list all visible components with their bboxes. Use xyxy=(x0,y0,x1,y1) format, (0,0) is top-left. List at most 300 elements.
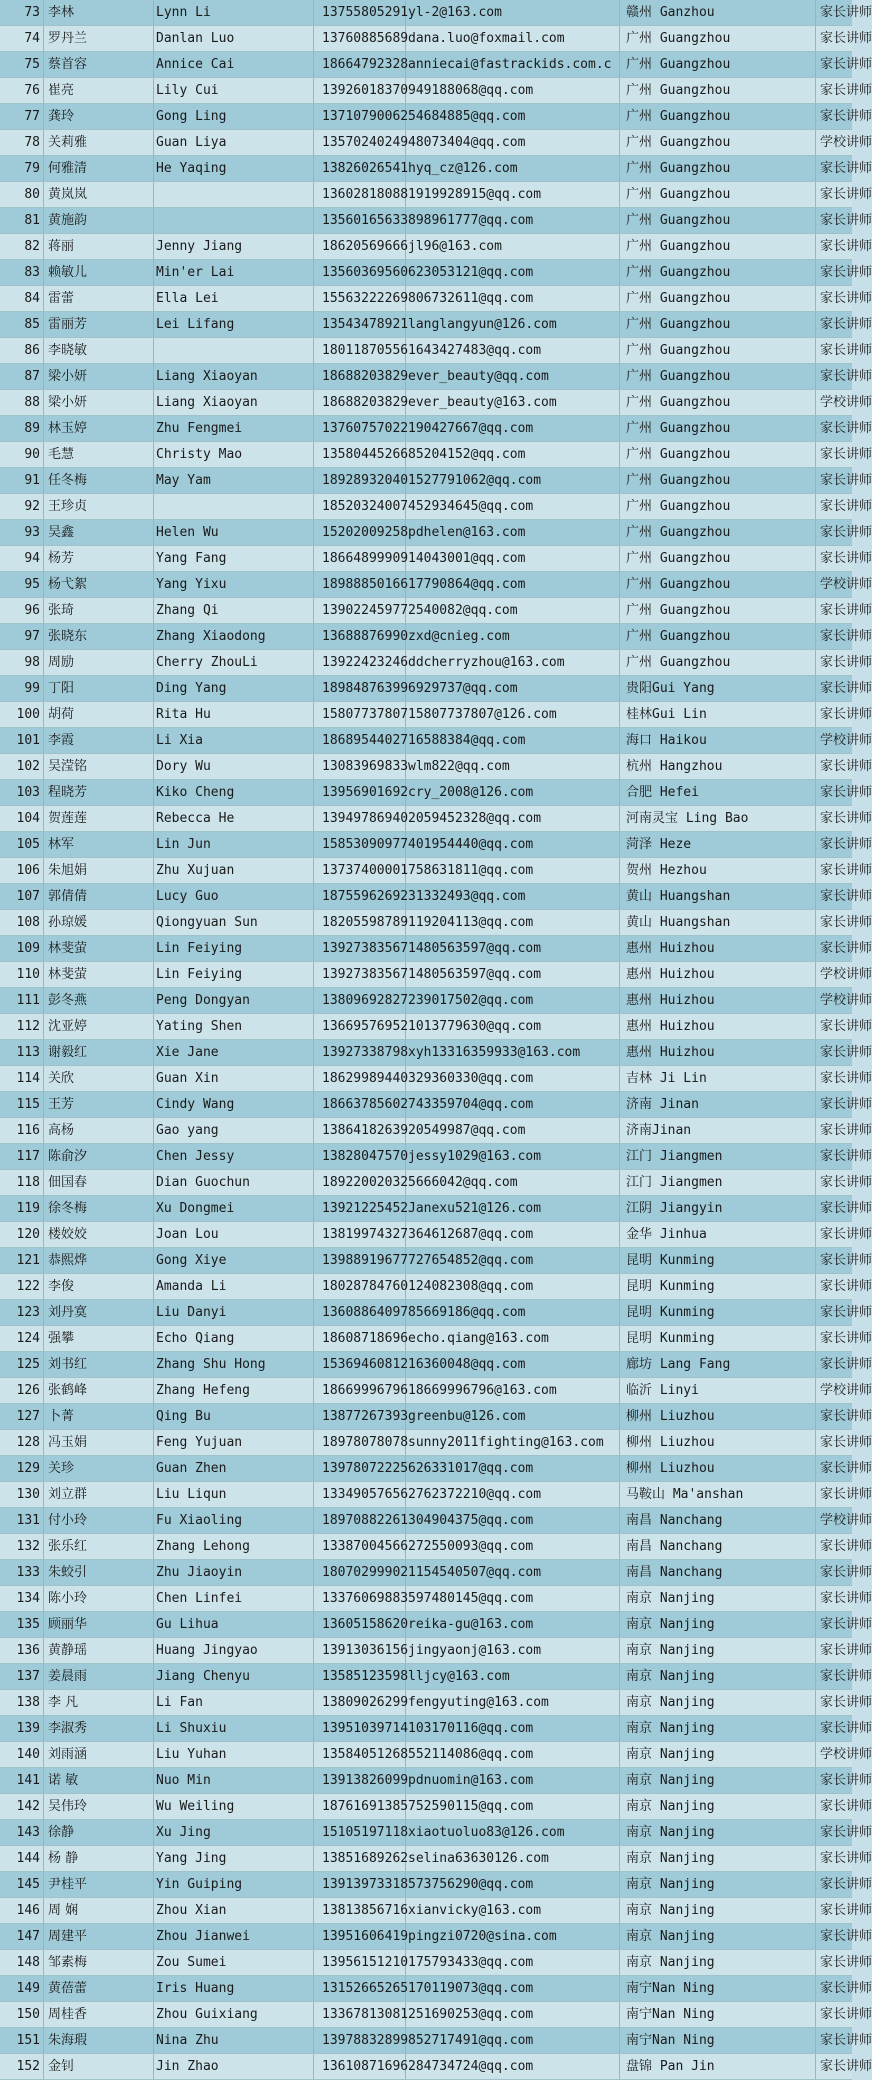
email-cell: 119204113@qq.com xyxy=(406,910,620,935)
role-cell: 家长讲师 xyxy=(820,1565,872,1580)
phone-number-cell: 13688876990 xyxy=(314,624,406,649)
row-number-cell: 137 xyxy=(0,1664,44,1689)
table-row xyxy=(0,260,872,286)
row-number-cell: 79 xyxy=(0,156,44,181)
table-row xyxy=(0,1144,872,1170)
phone-number-cell: 18664899909 xyxy=(314,546,406,571)
email-cell: xyh13316359933@163.com xyxy=(406,1040,620,1065)
row-number-cell: 136 xyxy=(0,1638,44,1663)
email-cell: echo.qiang@163.com xyxy=(406,1326,620,1351)
table-row xyxy=(0,104,872,130)
table-row xyxy=(0,1690,872,1716)
english-name-cell: Rebecca He xyxy=(154,806,314,831)
table-row xyxy=(0,1586,872,1612)
email-cell: xiaotuoluo83@126.com xyxy=(406,1820,620,1845)
row-number-cell: 83 xyxy=(0,260,44,285)
email-cell: 16360048@qq.com xyxy=(406,1352,620,1377)
english-name-cell: Xu Jing xyxy=(154,1820,314,1845)
email-cell: 1527791062@qq.com xyxy=(406,468,620,493)
chinese-name-cell: 金钊 xyxy=(44,2054,154,2079)
email-cell: 85204152@qq.com xyxy=(406,442,620,467)
city-cell: 廊坊 Lang Fang xyxy=(620,1352,816,1377)
row-number-cell: 93 xyxy=(0,520,44,545)
english-name-cell: Gu Lihua xyxy=(154,1612,314,1637)
english-name-cell: Jiang Chenyu xyxy=(154,1664,314,1689)
table-row xyxy=(0,1924,872,1950)
table-row xyxy=(0,0,872,26)
chinese-name-cell: 梁小妍 xyxy=(44,364,154,389)
role-cell: 家长讲师 xyxy=(820,473,872,488)
email-cell: 626331017@qq.com xyxy=(406,1456,620,1481)
email-cell: ever_beauty@163.com xyxy=(406,390,620,415)
chinese-name-cell: 徐静 xyxy=(44,1820,154,1845)
row-number-cell: 97 xyxy=(0,624,44,649)
role-cell: 家长讲师 xyxy=(820,1331,872,1346)
chinese-name-cell: 杨芳 xyxy=(44,546,154,571)
city-cell: 南京 Nanjing xyxy=(620,1664,816,1689)
email-cell: ddcherryzhou@163.com xyxy=(406,650,620,675)
row-number-cell: 115 xyxy=(0,1092,44,1117)
english-name-cell: Liang Xiaoyan xyxy=(154,390,314,415)
english-name-cell: Zhang Hefeng xyxy=(154,1378,314,1403)
table-row xyxy=(0,208,872,234)
table-row xyxy=(0,858,872,884)
english-name-cell: Cindy Wang xyxy=(154,1092,314,1117)
role-cell: 家长讲师 xyxy=(820,1955,872,1970)
table-row xyxy=(0,2054,872,2080)
city-cell: 广州 Guangzhou xyxy=(620,442,816,467)
phone-number-cell: 13560165633 xyxy=(314,208,406,233)
english-name-cell: Liu Liqun xyxy=(154,1482,314,1507)
phone-number-cell: 13922423246 xyxy=(314,650,406,675)
email-cell: 2059452328@qq.com xyxy=(406,806,620,831)
row-number-cell: 134 xyxy=(0,1586,44,1611)
role-cell: 家长讲师 xyxy=(820,1279,872,1294)
row-number-cell: 149 xyxy=(0,1976,44,2001)
row-number-cell: 139 xyxy=(0,1716,44,1741)
phone-number-cell: 13927383567 xyxy=(314,936,406,961)
city-cell: 南昌 Nanchang xyxy=(620,1560,816,1585)
role-cell: 家长讲师 xyxy=(820,421,872,436)
email-cell: 1919928915@qq.com xyxy=(406,182,620,207)
row-number-cell: 116 xyxy=(0,1118,44,1143)
english-name-cell: Huang Jingyao xyxy=(154,1638,314,1663)
role-cell: 家长讲师 xyxy=(820,2033,872,2048)
chinese-name-cell: 强攀 xyxy=(44,1326,154,1351)
chinese-name-cell: 顾丽华 xyxy=(44,1612,154,1637)
chinese-name-cell: 陈俞汐 xyxy=(44,1144,154,1169)
english-name-cell: Zhu Fengmei xyxy=(154,416,314,441)
table-row xyxy=(0,1872,872,1898)
city-cell: 江阴 Jiangyin xyxy=(620,1196,816,1221)
table-row xyxy=(0,624,872,650)
role-cell: 家长讲师 xyxy=(820,1019,872,1034)
phone-number-cell: 13608864097 xyxy=(314,1300,406,1325)
city-cell: 广州 Guangzhou xyxy=(620,208,816,233)
phone-number-cell: 13921225452 xyxy=(314,1196,406,1221)
email-cell: 304904375@qq.com xyxy=(406,1508,620,1533)
city-cell: 吉林 Ji Lin xyxy=(620,1066,816,1091)
role-cell: 家长讲师 xyxy=(820,187,872,202)
english-name-cell: Lin Feiying xyxy=(154,936,314,961)
chinese-name-cell: 黄静瑶 xyxy=(44,1638,154,1663)
table-row xyxy=(0,1248,872,1274)
row-number-cell: 108 xyxy=(0,910,44,935)
english-name-cell xyxy=(154,208,314,233)
role-cell: 家长讲师 xyxy=(820,1461,872,1476)
chinese-name-cell: 任冬梅 xyxy=(44,468,154,493)
chinese-name-cell: 杨 静 xyxy=(44,1846,154,1871)
english-name-cell: Qing Bu xyxy=(154,1404,314,1429)
email-cell: 5666042@qq.com xyxy=(406,1170,620,1195)
english-name-cell: Chen Linfei xyxy=(154,1586,314,1611)
row-number-cell: 135 xyxy=(0,1612,44,1637)
english-name-cell: Annice Cai xyxy=(154,52,314,77)
chinese-name-cell: 楼姣姣 xyxy=(44,1222,154,1247)
city-cell: 广州 Guangzhou xyxy=(620,338,816,363)
chinese-name-cell: 冯玉娟 xyxy=(44,1430,154,1455)
table-row xyxy=(0,962,872,988)
chinese-name-cell: 刘立群 xyxy=(44,1482,154,1507)
table-row xyxy=(0,390,872,416)
email-cell: selina63630126.com xyxy=(406,1846,620,1871)
english-name-cell: Peng Dongyan xyxy=(154,988,314,1013)
role-cell: 家长讲师 xyxy=(820,1357,872,1372)
row-number-cell: 152 xyxy=(0,2054,44,2079)
chinese-name-cell: 关莉雅 xyxy=(44,130,154,155)
role-cell: 家长讲师 xyxy=(820,1669,872,1684)
role-cell: 家长讲师 xyxy=(820,889,872,904)
phone-number-cell: 13913036156 xyxy=(314,1638,406,1663)
email-cell: pingzi0720@sina.com xyxy=(406,1924,620,1949)
phone-number-cell: 18689544027 xyxy=(314,728,406,753)
role-cell: 家长讲师 xyxy=(820,1721,872,1736)
email-cell: 18669996796@163.com xyxy=(406,1378,620,1403)
email-cell: reika-gu@163.com xyxy=(406,1612,620,1637)
email-cell: sunny2011fighting@163.com xyxy=(406,1430,620,1455)
role-cell: 家长讲师 xyxy=(820,629,872,644)
english-name-cell: Liu Yuhan xyxy=(154,1742,314,1767)
role-cell: 家长讲师 xyxy=(820,1851,872,1866)
english-name-cell: Kiko Cheng xyxy=(154,780,314,805)
role-cell: 家长讲师 xyxy=(820,681,872,696)
city-cell: 南京 Nanjing xyxy=(620,1950,816,1975)
table-row xyxy=(0,1638,872,1664)
role-cell: 家长讲师 xyxy=(820,369,872,384)
table-row xyxy=(0,650,872,676)
row-number-cell: 129 xyxy=(0,1456,44,1481)
email-cell: 54684885@qq.com xyxy=(406,104,620,129)
city-cell: 柳州 Liuzhou xyxy=(620,1456,816,1481)
phone-number-cell: 13760757022 xyxy=(314,416,406,441)
row-number-cell: 77 xyxy=(0,104,44,129)
row-number-cell: 95 xyxy=(0,572,44,597)
english-name-cell: Amanda Li xyxy=(154,1274,314,1299)
phone-number-cell: 18978078078 xyxy=(314,1430,406,1455)
table-row xyxy=(0,78,872,104)
phone-number-cell: 13584051268 xyxy=(314,1742,406,1767)
phone-number-cell: 13710790062 xyxy=(314,104,406,129)
table-row xyxy=(0,1456,872,1482)
phone-number-cell: 13083969833 xyxy=(314,754,406,779)
email-cell: anniecai@fastrackids.com.c xyxy=(406,52,620,77)
city-cell: 临沂 Linyi xyxy=(620,1378,816,1403)
role-cell: 家长讲师 xyxy=(820,655,872,670)
city-cell: 杭州 Hangzhou xyxy=(620,754,816,779)
role-cell: 家长讲师 xyxy=(820,1071,872,1086)
email-cell: 175793433@qq.com xyxy=(406,1950,620,1975)
english-name-cell: Yang Fang xyxy=(154,546,314,571)
city-cell: 广州 Guangzhou xyxy=(620,52,816,77)
english-name-cell: Li Fan xyxy=(154,1690,314,1715)
role-cell: 家长讲师 xyxy=(820,603,872,618)
city-cell: 南昌 Nanchang xyxy=(620,1508,816,1533)
row-number-cell: 144 xyxy=(0,1846,44,1871)
chinese-name-cell: 黄施韵 xyxy=(44,208,154,233)
role-cell: 家长讲师 xyxy=(820,31,872,46)
role-cell: 家长讲师 xyxy=(820,1409,872,1424)
chinese-name-cell: 付小玲 xyxy=(44,1508,154,1533)
phone-number-cell: 18928932040 xyxy=(314,468,406,493)
role-cell: 家长讲师 xyxy=(820,1175,872,1190)
email-cell: 758631811@qq.com xyxy=(406,858,620,883)
row-number-cell: 90 xyxy=(0,442,44,467)
chinese-name-cell: 李晓敏 xyxy=(44,338,154,363)
english-name-cell: Yating Shen xyxy=(154,1014,314,1039)
chinese-name-cell: 尹桂平 xyxy=(44,1872,154,1897)
phone-number-cell: 18761691385 xyxy=(314,1794,406,1819)
chinese-name-cell: 李霞 xyxy=(44,728,154,753)
english-name-cell: Zhang Qi xyxy=(154,598,314,623)
table-row xyxy=(0,1612,872,1638)
city-cell: 昆明 Kunming xyxy=(620,1300,816,1325)
english-name-cell: Jenny Jiang xyxy=(154,234,314,259)
english-name-cell: Zou Sumei xyxy=(154,1950,314,1975)
table-row xyxy=(0,598,872,624)
table-row xyxy=(0,494,872,520)
row-number-cell: 86 xyxy=(0,338,44,363)
email-cell: 17790864@qq.com xyxy=(406,572,620,597)
phone-number-cell: 13602818088 xyxy=(314,182,406,207)
table-row xyxy=(0,676,872,702)
city-cell: 桂林Gui Lin xyxy=(620,702,816,727)
city-cell: 惠州 Huizhou xyxy=(620,962,816,987)
email-cell: 898961777@qq.com xyxy=(406,208,620,233)
email-cell: 401954440@qq.com xyxy=(406,832,620,857)
phone-number-cell: 18688203829 xyxy=(314,390,406,415)
email-cell: wlm822@qq.com xyxy=(406,754,620,779)
phone-number-cell: 15369460812 xyxy=(314,1352,406,1377)
city-cell: 惠州 Huizhou xyxy=(620,936,816,961)
row-number-cell: 146 xyxy=(0,1898,44,1923)
chinese-name-cell: 林玉婷 xyxy=(44,416,154,441)
chinese-name-cell: 林军 xyxy=(44,832,154,857)
chinese-name-cell: 雷丽芳 xyxy=(44,312,154,337)
row-number-cell: 106 xyxy=(0,858,44,883)
phone-number-cell: 13570240249 xyxy=(314,130,406,155)
table-row xyxy=(0,1326,872,1352)
role-cell: 家长讲师 xyxy=(820,941,872,956)
row-number-cell: 112 xyxy=(0,1014,44,1039)
email-cell: 2540082@qq.com xyxy=(406,598,620,623)
row-number-cell: 140 xyxy=(0,1742,44,1767)
city-cell: 广州 Guangzhou xyxy=(620,546,816,571)
table-row xyxy=(0,780,872,806)
english-name-cell: Iris Huang xyxy=(154,1976,314,2001)
row-number-cell: 132 xyxy=(0,1534,44,1559)
role-cell: 家长讲师 xyxy=(820,1253,872,1268)
english-name-cell: Wu Weiling xyxy=(154,1794,314,1819)
role-cell: 家长讲师 xyxy=(820,1773,872,1788)
chinese-name-cell: 沈亚婷 xyxy=(44,1014,154,1039)
city-cell: 柳州 Liuzhou xyxy=(620,1430,816,1455)
english-name-cell: Guan Xin xyxy=(154,1066,314,1091)
english-name-cell: Zhou Guixiang xyxy=(154,2002,314,2027)
english-name-cell xyxy=(154,182,314,207)
phone-number-cell: 13376069883 xyxy=(314,1586,406,1611)
row-number-cell: 88 xyxy=(0,390,44,415)
phone-number-cell: 13737400001 xyxy=(314,858,406,883)
row-number-cell: 103 xyxy=(0,780,44,805)
role-cell: 家长讲师 xyxy=(820,811,872,826)
role-cell: 家长讲师 xyxy=(820,1643,872,1658)
role-cell: 家长讲师 xyxy=(820,759,872,774)
chinese-name-cell: 陈小玲 xyxy=(44,1586,154,1611)
table-row xyxy=(0,1066,872,1092)
table-row xyxy=(0,1040,872,1066)
phone-number-cell: 18688203829 xyxy=(314,364,406,389)
chinese-name-cell: 张琦 xyxy=(44,598,154,623)
email-cell: 752590115@qq.com xyxy=(406,1794,620,1819)
phone-number-cell: 18669996796 xyxy=(314,1378,406,1403)
row-number-cell: 148 xyxy=(0,1950,44,1975)
email-cell: 623053121@qq.com xyxy=(406,260,620,285)
chinese-name-cell: 梁小妍 xyxy=(44,390,154,415)
chinese-name-cell: 朱蛟引 xyxy=(44,1560,154,1585)
table-row xyxy=(0,468,872,494)
role-cell: 家长讲师 xyxy=(820,1591,872,1606)
chinese-name-cell: 周桂香 xyxy=(44,2002,154,2027)
table-row xyxy=(0,52,872,78)
phone-number-cell: 13951606419 xyxy=(314,1924,406,1949)
english-name-cell: Nina Zhu xyxy=(154,2028,314,2053)
role-cell: 家长讲师 xyxy=(820,1825,872,1840)
email-cell: 170119073@qq.com xyxy=(406,1976,620,2001)
row-number-cell: 117 xyxy=(0,1144,44,1169)
city-cell: 昆明 Kunming xyxy=(620,1274,816,1299)
table-row xyxy=(0,1560,872,1586)
role-cell: 家长讲师 xyxy=(820,837,872,852)
phone-number-cell: 13902245977 xyxy=(314,598,406,623)
role-cell: 家长讲师 xyxy=(820,1617,872,1632)
phone-number-cell: 18028784760 xyxy=(314,1274,406,1299)
english-name-cell: Ella Lei xyxy=(154,286,314,311)
table-row xyxy=(0,1846,872,1872)
phone-number-cell: 13610871696 xyxy=(314,2054,406,2079)
row-number-cell: 94 xyxy=(0,546,44,571)
email-cell: hyq_cz@126.com xyxy=(406,156,620,181)
email-cell: jl96@163.com xyxy=(406,234,620,259)
table-row xyxy=(0,572,872,598)
email-cell: 239017502@qq.com xyxy=(406,988,620,1013)
city-cell: 济南 Jinan xyxy=(620,1092,816,1117)
table-row xyxy=(0,338,872,364)
chinese-name-cell: 贺莲莲 xyxy=(44,806,154,831)
row-number-cell: 150 xyxy=(0,2002,44,2027)
role-cell: 学校讲师 xyxy=(820,1513,872,1528)
phone-number-cell: 13877267393 xyxy=(314,1404,406,1429)
english-name-cell: Helen Wu xyxy=(154,520,314,545)
city-cell: 昆明 Kunming xyxy=(620,1248,816,1273)
role-cell: 家长讲师 xyxy=(820,1435,872,1450)
city-cell: 惠州 Huizhou xyxy=(620,988,816,1013)
city-cell: 南京 Nanjing xyxy=(620,1898,816,1923)
email-cell: 329360330@qq.com xyxy=(406,1066,620,1091)
email-cell: yl-2@163.com xyxy=(406,0,620,25)
table-row xyxy=(0,1196,872,1222)
phone-number-cell: 13809026299 xyxy=(314,1690,406,1715)
table-row xyxy=(0,442,872,468)
phone-number-cell: 13913826099 xyxy=(314,1768,406,1793)
english-name-cell: Dian Guochun xyxy=(154,1170,314,1195)
role-cell: 家长讲师 xyxy=(820,525,872,540)
phone-number-cell: 15105197118 xyxy=(314,1820,406,1845)
phone-number-cell: 13864182639 xyxy=(314,1118,406,1143)
city-cell: 广州 Guangzhou xyxy=(620,416,816,441)
english-name-cell: Liang Xiaoyan xyxy=(154,364,314,389)
city-cell: 广州 Guangzhou xyxy=(620,234,816,259)
role-cell: 学校讲师 xyxy=(820,1747,872,1762)
chinese-name-cell: 毛慧 xyxy=(44,442,154,467)
city-cell: 南京 Nanjing xyxy=(620,1768,816,1793)
city-cell: 广州 Guangzhou xyxy=(620,390,816,415)
row-number-cell: 114 xyxy=(0,1066,44,1091)
email-cell: 85669186@qq.com xyxy=(406,1300,620,1325)
chinese-name-cell: 刘书红 xyxy=(44,1352,154,1377)
english-name-cell: Zhu Xujuan xyxy=(154,858,314,883)
city-cell: 广州 Guangzhou xyxy=(620,312,816,337)
english-name-cell: Guan Zhen xyxy=(154,1456,314,1481)
role-cell: 家长讲师 xyxy=(820,707,872,722)
email-cell: jessy1029@163.com xyxy=(406,1144,620,1169)
chinese-name-cell: 李 凡 xyxy=(44,1690,154,1715)
city-cell: 广州 Guangzhou xyxy=(620,598,816,623)
table-row xyxy=(0,1482,872,1508)
phone-number-cell: 18663785602 xyxy=(314,1092,406,1117)
role-cell: 家长讲师 xyxy=(820,57,872,72)
row-number-cell: 74 xyxy=(0,26,44,51)
table-row xyxy=(0,1170,872,1196)
phone-number-cell: 13387004566 xyxy=(314,1534,406,1559)
email-cell: fengyuting@163.com xyxy=(406,1690,620,1715)
table-row xyxy=(0,1534,872,1560)
role-cell: 家长讲师 xyxy=(820,1123,872,1138)
email-cell: 743359704@qq.com xyxy=(406,1092,620,1117)
row-number-cell: 81 xyxy=(0,208,44,233)
role-cell: 家长讲师 xyxy=(820,1903,872,1918)
role-cell: 家长讲师 xyxy=(820,109,872,124)
english-name-cell: Yang Jing xyxy=(154,1846,314,1871)
table-row xyxy=(0,936,872,962)
phone-number-cell: 13956151210 xyxy=(314,1950,406,1975)
table-row xyxy=(0,234,872,260)
city-cell: 广州 Guangzhou xyxy=(620,364,816,389)
chinese-name-cell: 丁阳 xyxy=(44,676,154,701)
row-number-cell: 84 xyxy=(0,286,44,311)
english-name-cell: Yang Yixu xyxy=(154,572,314,597)
table-row xyxy=(0,1300,872,1326)
role-cell: 家长讲师 xyxy=(820,1929,872,1944)
